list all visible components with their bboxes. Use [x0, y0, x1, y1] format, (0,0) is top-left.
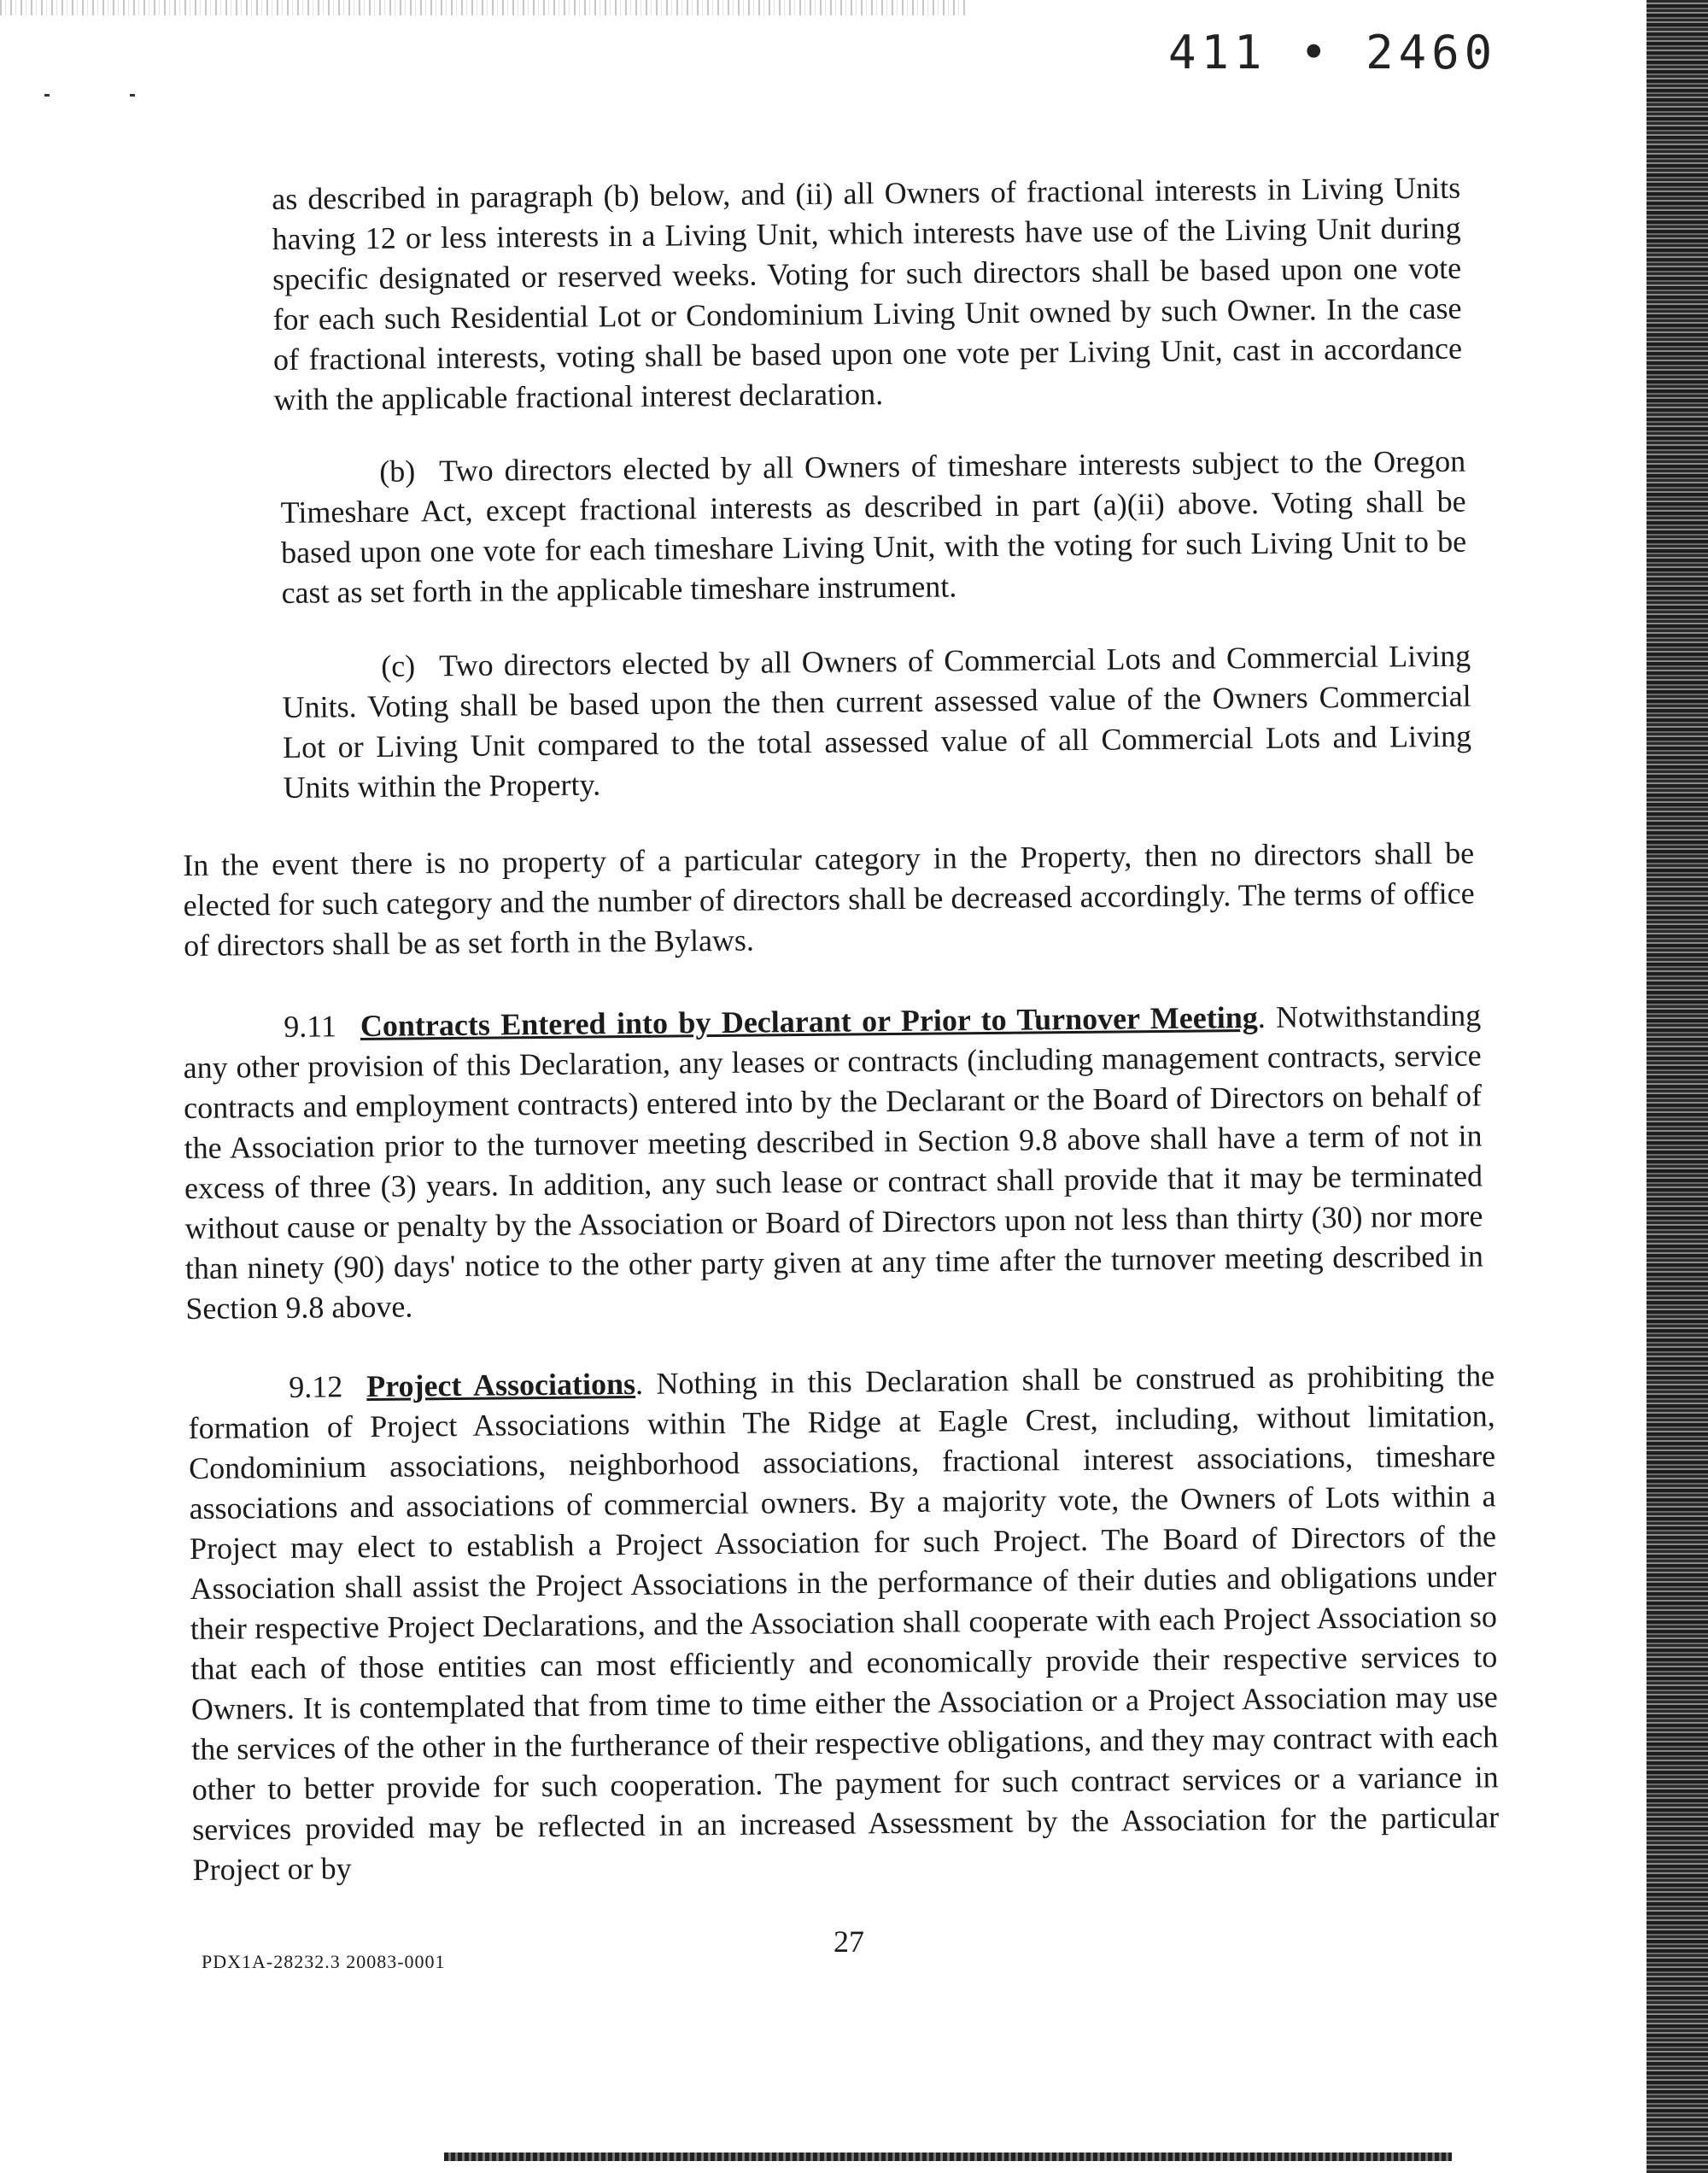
page-number: 27	[834, 1924, 864, 1959]
scan-speck	[130, 94, 135, 97]
section-9-12-heading: Project Associations	[366, 1366, 636, 1403]
paragraph-c-label: (c)	[381, 648, 416, 683]
section-9-12-number: 9.12	[289, 1369, 343, 1404]
paragraph-no-property-category: In the event there is no property of a particular category in the Property, then no directors shall be elected for such category and the number of directors shall be decreased accordingly. The terms of office of directors shall be as set forth in the Bylaws.	[183, 835, 1475, 963]
paragraph-b-label: (b)	[379, 454, 416, 489]
document-id-footer: PDX1A-28232.3 20083-0001	[202, 1951, 446, 1972]
scan-speck	[44, 94, 50, 97]
scan-artifact-bottom	[444, 2152, 1452, 2161]
scan-artifact-right-edge	[1647, 0, 1708, 2173]
paragraph-b	[280, 442, 1467, 613]
section-9-11	[183, 995, 1484, 1329]
section-9-11-heading: Contracts Entered into by Declarant or Prior to Turnover Meeting	[360, 999, 1258, 1044]
section-9-11-number: 9.11	[284, 1009, 337, 1044]
paragraph-c-text: Two directors elected by all Owners of Commercial Lots and Commercial Living Units. Voting shall be based upon the then current assessed value of the Owners Commercial Lot or Living Unit compared to the total assessed value of all Commercial Lots and Living Units within the Property.	[282, 638, 1472, 805]
paragraph-a-continued: as described in paragraph (b) below, and (ii) all Owners of fractional interests in Living Units having 12 or less interests in a Living Unit, which interests have use of the Living Unit during specific designated or reserved weeks. Voting for such directors shall be based upon one vote for each such Residential Lot or Condominium Living Unit owned by such Owner. In the case of fractional interests, voting shall be based upon one vote per Living Unit, cast in accordance with the applicable fractional interest declaration.	[272, 170, 1463, 417]
section-9-11-body: . Notwithstanding any other provision of this Declaration, any leases or contracts (including management contracts, service contracts and employment contracts) entered into by the Declarant or the Board of Directors on behalf of the Association prior to the turnover meeting described in Section 9.8 above shall have a term of not in excess of three (3) years. In addition, any such lease or contract shall provide that it may be terminated without cause or penalty by the Association or Board of Directors upon not less than thirty (30) nor more than ninety (90) days' notice to the other party given at any time after the turnover meeting described in Section 9.8 above.	[183, 998, 1484, 1326]
section-9-12	[188, 1356, 1500, 1890]
paragraph-c	[282, 636, 1472, 808]
paragraph-b-text: Two directors elected by all Owners of timeshare interests subject to the Oregon Timeshare Act, except fractional interests as described in part (a)(ii) above. Voting shall be based upon one vote for each timeshare Living Unit, with the voting for such Living Unit to be cast as set forth in the applicable timeshare instrument.	[280, 443, 1467, 610]
recording-stamp: 411 • 2460	[1168, 26, 1498, 79]
section-9-12-body: . Nothing in this Declaration shall be construed as prohibiting the formation of Project Associations within The Ridge at Eagle Crest, including, without limitation, Condominium associations, neighborhood associations, fractional interest associations, timeshare associations and associations of commercial owners. By a majority vote, the Owners of Lots within a Project may elect to establish a Project Association for such Project. The Board of Directors of the Association shall assist the Project Associations in the performance of their duties and obligations under their respective Project Declarations, and the Association shall cooperate with each Project Association so that each of those entities can most efficiently and economically provide their respective services to Owners. It is contemplated that from time to time either the Association or a Project Association may use the services of the other in the furtherance of their respective obligations, and they may contract with each other to better provide for such cooperation. The payment for such contract services or a variance in services provided may be reflected in an increased Assessment by the Association for the particular Project or by	[188, 1358, 1500, 1887]
scan-artifact-top	[0, 0, 965, 15]
